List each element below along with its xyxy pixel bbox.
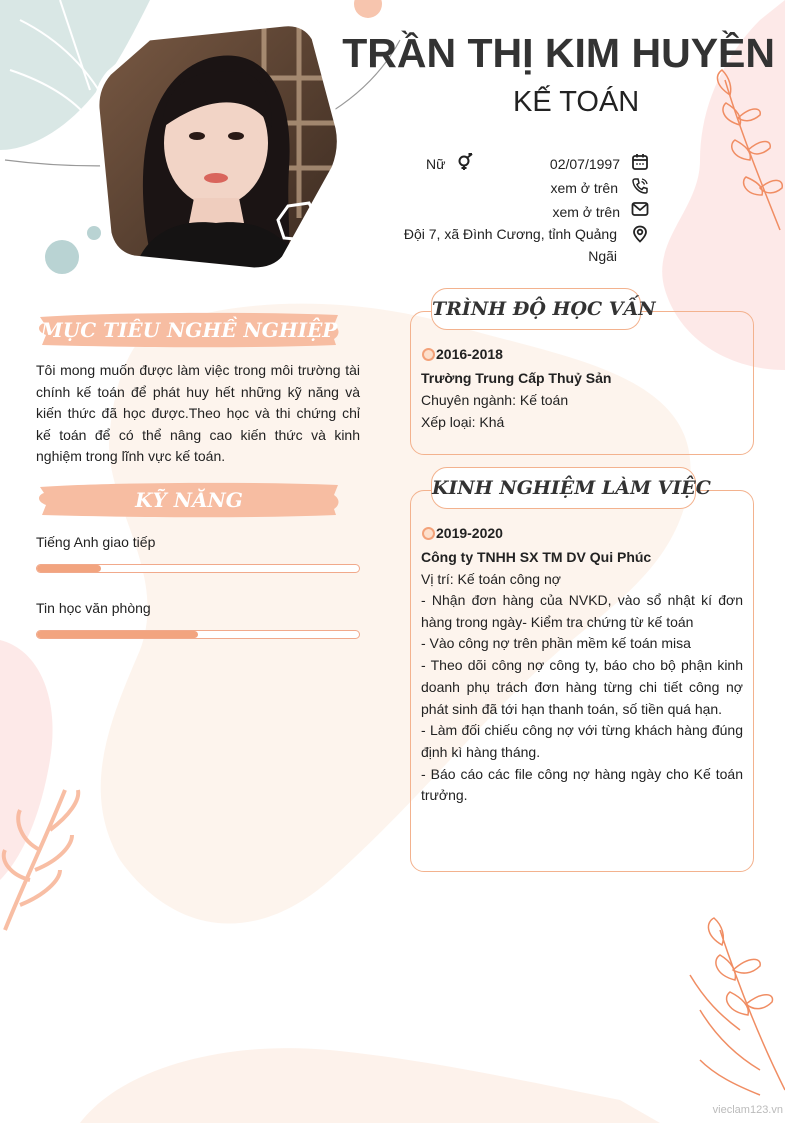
company-name: Công ty TNHH SX TM DV Qui Phúc	[421, 549, 652, 565]
skills-title: KỸ NĂNG	[135, 488, 243, 512]
email: xem ở trên	[552, 204, 620, 220]
education-major: Chuyên ngành: Kế toán	[421, 392, 569, 408]
experience-detail-item: - Vào công nợ trên phần mềm kế toán misa	[421, 635, 691, 652]
phone: xem ở trên	[550, 180, 618, 196]
watermark: vieclam123.vn	[712, 1104, 783, 1116]
email-icon	[631, 200, 649, 218]
experience-title: KINH NGHIỆM LÀM VIỆC	[431, 467, 696, 509]
address-line1: Đội 7, xã Đình Cương, tỉnh Quảng	[403, 226, 617, 242]
birthday: 02/07/1997	[549, 156, 620, 172]
skill-fill-2	[37, 631, 198, 638]
job-position: Vị trí: Kế toán công nợ	[421, 571, 561, 587]
gender: Nữ	[426, 156, 446, 172]
skill-bar-2	[36, 630, 360, 639]
experience-detail-item: - Nhận đơn hàng của NVKD, vào sổ nhật kí đơn hàng trong ngày- Kiểm tra chứng từ kế toán	[421, 592, 743, 630]
job-title: KẾ TOÁN	[513, 86, 640, 118]
objective-title: MỤC TIÊU NGHỀ NGHIỆP	[40, 318, 338, 342]
experience-detail-item: - Báo cáo các file công nợ hàng ngày cho Kế toán trưởng.	[421, 765, 743, 804]
skill-bar-1	[36, 564, 360, 573]
avatar	[94, 18, 340, 272]
education-period: 2016-2018	[436, 346, 503, 362]
skill-name-1: Tiếng Anh giao tiếp	[36, 534, 156, 550]
skill-name-2: Tin học văn phòng	[36, 600, 151, 616]
skill-fill-1	[37, 565, 101, 572]
experience-details	[421, 590, 743, 807]
experience-detail-item: - Làm đối chiếu công nợ với từng khách hàng đúng định kì hàng tháng.	[421, 722, 743, 760]
experience-bullet-icon	[422, 527, 435, 540]
location-icon	[631, 225, 649, 243]
candidate-name: TRẦN THỊ KIM HUYỀN	[342, 30, 775, 76]
calendar-icon	[631, 153, 649, 171]
objective-text: Tôi mong muốn được làm việc trong môi trường tài chính kế toán để phát huy hết những kỹ năng và kiến thức đã học được.Theo học và thi chứng chỉ kế toán để có thể nâng cao kiến thức và kinh nghiệm trong lĩnh vực kế toán.	[36, 362, 360, 465]
experience-detail-item: - Theo dõi công nợ công ty, báo cho bộ phận kinh doanh phụ trách đơn hàng từng chi tiết công nợ phát sinh đã tới hạn thanh toán, số tiền quá hạn.	[421, 657, 743, 717]
education-rank: Xếp loại: Khá	[421, 414, 505, 430]
experience-period: 2019-2020	[436, 525, 503, 541]
address-line2: Ngãi	[588, 248, 617, 264]
education-title: TRÌNH ĐỘ HỌC VẤN	[431, 288, 641, 330]
education-bullet-icon	[422, 348, 435, 361]
school-name: Trường Trung Cấp Thuỷ Sản	[421, 370, 612, 386]
phone-icon	[631, 177, 649, 195]
